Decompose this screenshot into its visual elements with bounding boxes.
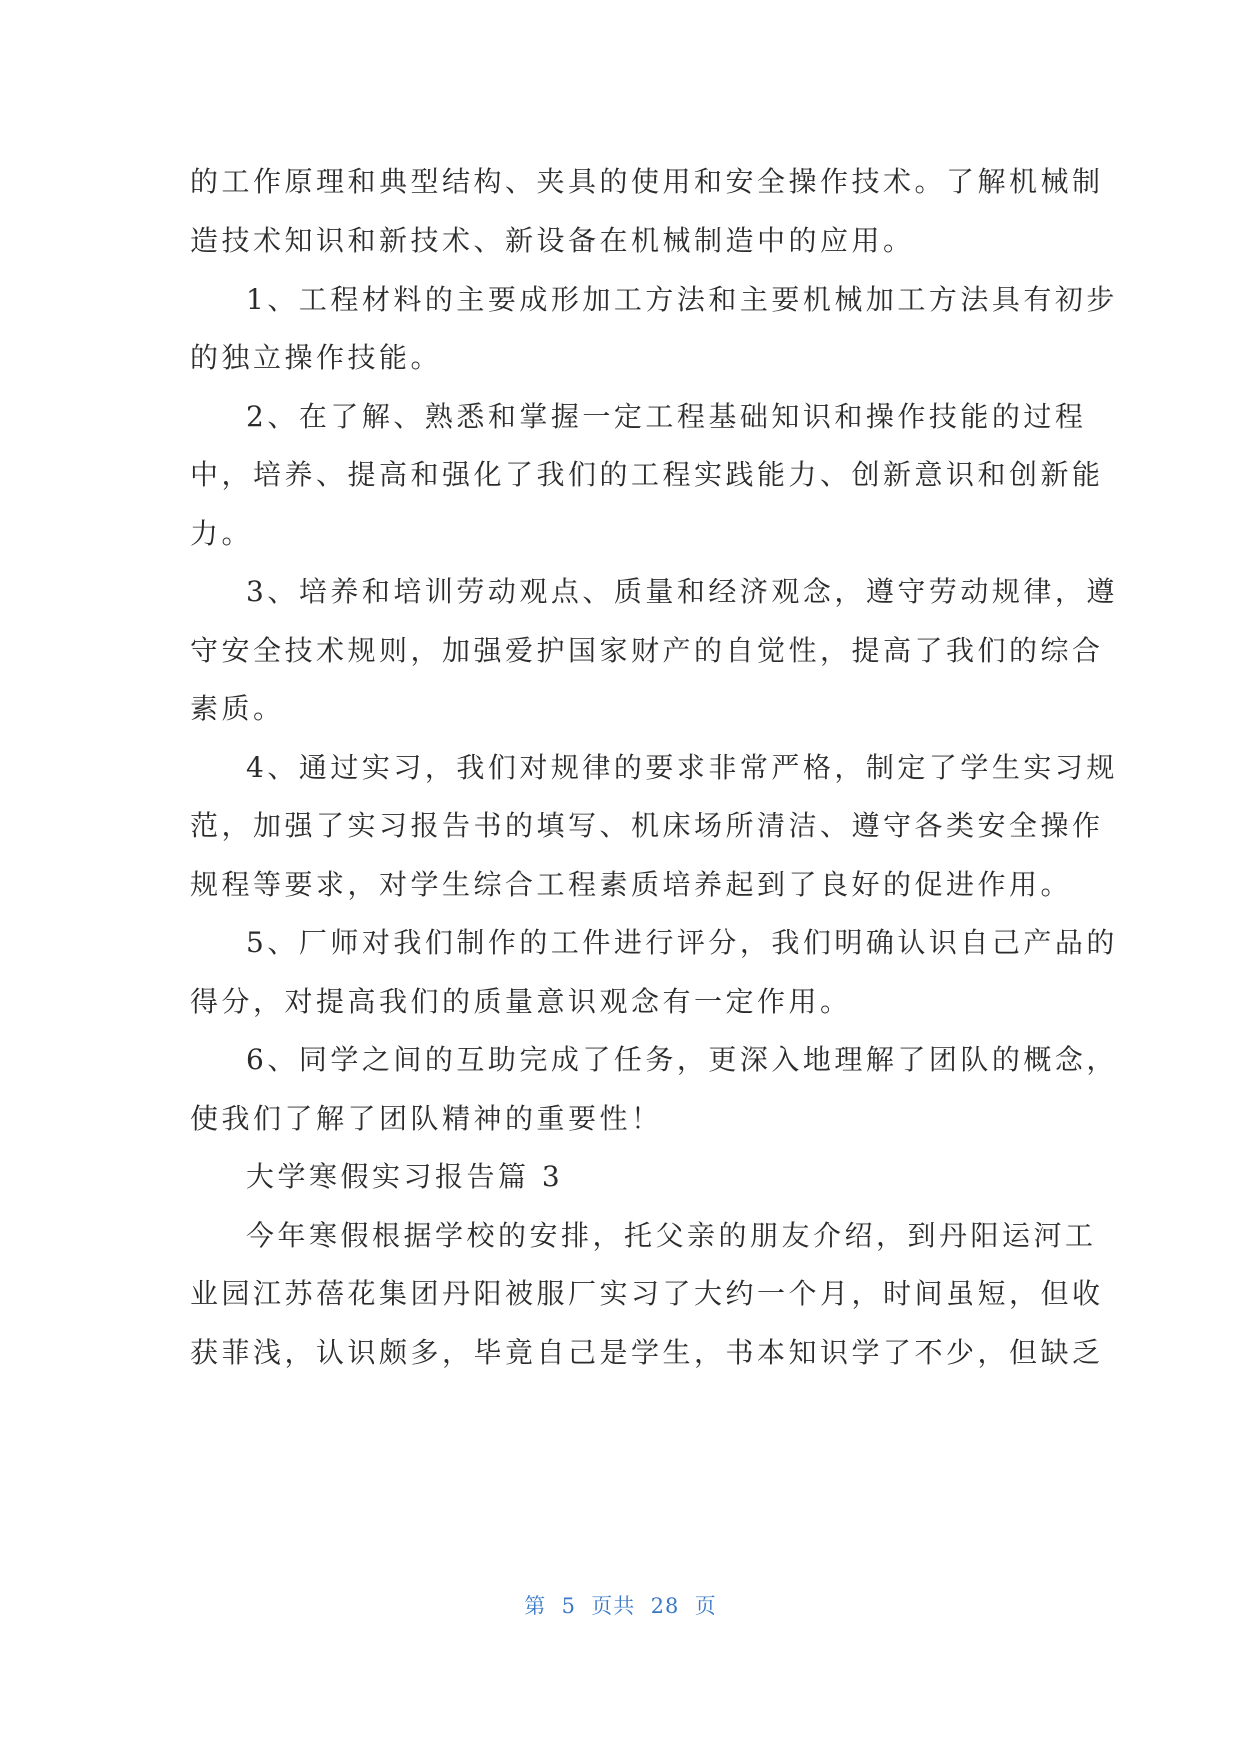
body-line: 今年寒假根据学校的安排，托父亲的朋友介绍，到丹阳运河工 [246,1219,1097,1252]
body-line: 5、厂师对我们制作的工件进行评分，我们明确认识自己产品的 [246,926,1118,959]
body-line: 6、同学之间的互助完成了任务，更深入地理解了团队的概念， [246,1043,1118,1076]
body-line: 的独立操作技能。 [190,341,443,374]
body-line: 素质。 [190,692,285,725]
body-line: 1、工程材料的主要成形加工方法和主要机械加工方法具有初步 [246,283,1118,316]
body-line: 力。 [190,517,254,550]
body-line: 3、培养和培训劳动观点、质量和经济观念，遵守劳动规律，遵 [246,575,1118,608]
body-line: 获菲浅，认识颇多，毕竟自己是学生，书本知识学了不少，但缺乏 [190,1336,1104,1369]
body-line: 范，加强了实习报告书的填写、机床场所清洁、遵守各类安全操作 [190,809,1104,842]
body-line: 使我们了解了团队精神的重要性！ [190,1102,663,1135]
body-line: 造技术知识和新技术、新设备在机械制造中的应用。 [190,224,915,257]
body-line: 业园江苏蓓花集团丹阳被服厂实习了大约一个月，时间虽短，但收 [190,1277,1104,1310]
page-number-footer: 第 5 页共 28 页 [524,1594,717,1618]
body-line: 规程等要求，对学生综合工程素质培养起到了良好的促进作用。 [190,868,1073,901]
body-line: 得分，对提高我们的质量意识观念有一定作用。 [190,985,852,1018]
section-heading: 大学寒假实习报告篇 3 [246,1160,564,1193]
body-line: 2、在了解、熟悉和掌握一定工程基础知识和操作技能的过程 [246,400,1087,433]
body-line: 的工作原理和典型结构、夹具的使用和安全操作技术。了解机械制 [190,165,1104,198]
body-line: 4、通过实习，我们对规律的要求非常严格，制定了学生实习规 [246,751,1118,784]
body-line: 中，培养、提高和强化了我们的工程实践能力、创新意识和创新能 [190,458,1104,491]
body-line: 守安全技术规则，加强爱护国家财产的自觉性，提高了我们的综合 [190,634,1104,667]
